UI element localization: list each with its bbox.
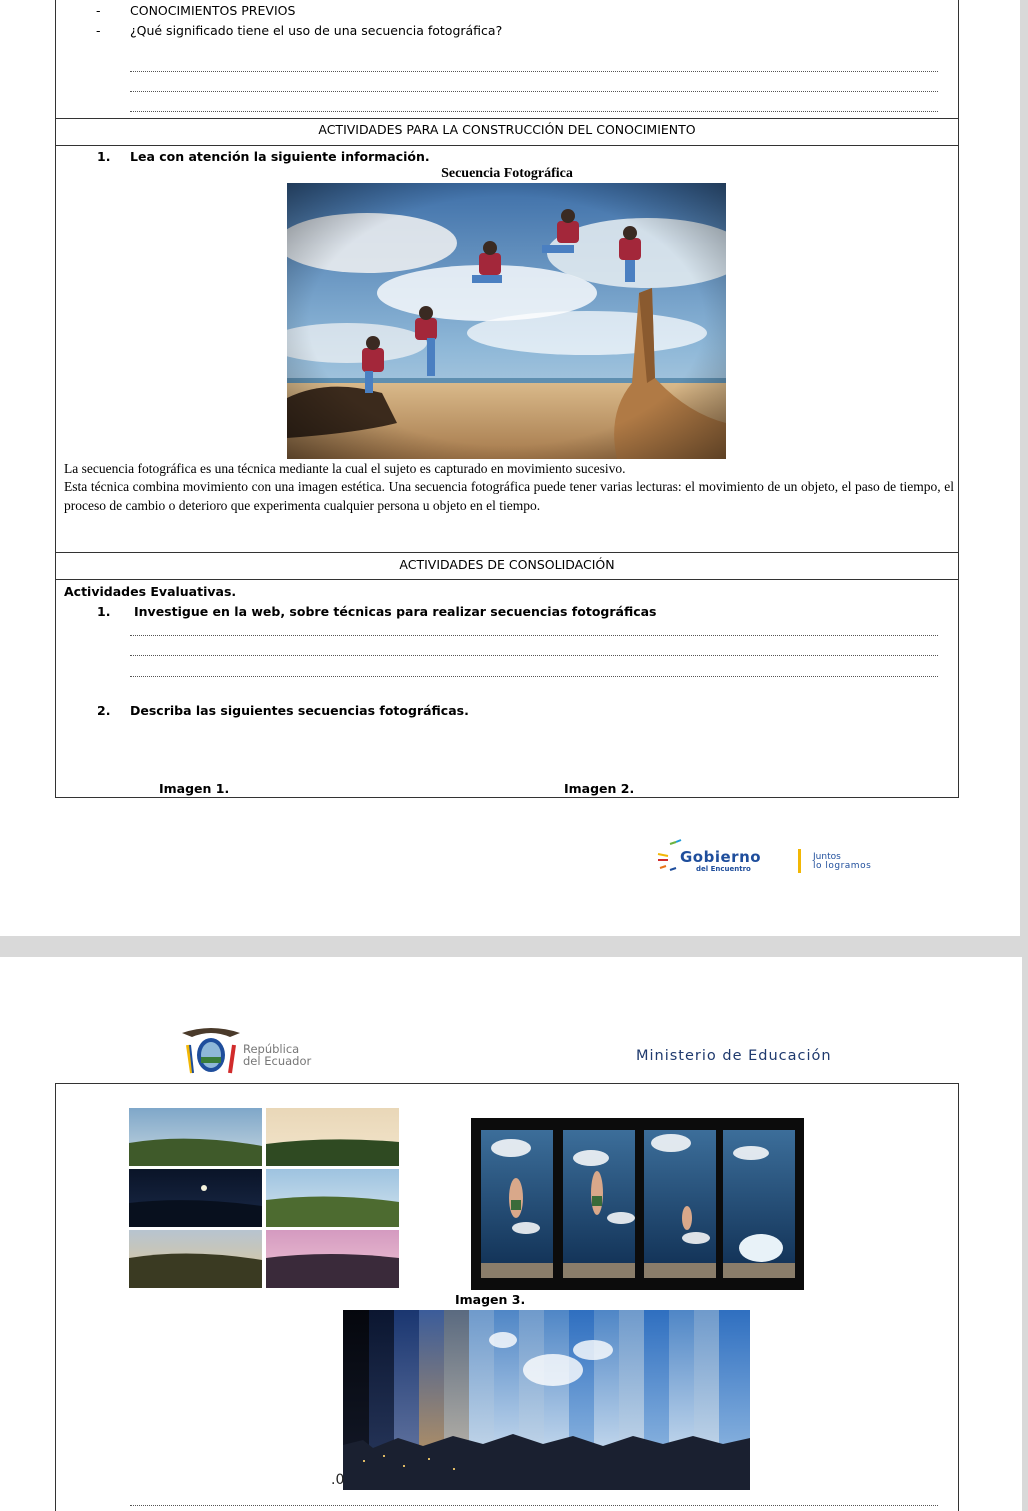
question-number: 2.: [97, 703, 111, 718]
image-3-label: Imagen 3.: [455, 1292, 526, 1307]
bullet-dash: -: [96, 3, 101, 18]
gobierno-sub: del Encuentro: [696, 865, 751, 873]
stray-text: .0: [331, 1472, 345, 1488]
logo-divider: [798, 849, 801, 873]
explanation-paragraph: Esta técnica combina movimiento con una imagen estética. Una secuencia fotográfica puede tener varias lecturas: el movimiento de un objeto, el paso de tiempo, el proceso de cambio o deterioro que experimenta cualquier persona u objeto en el tiempo.: [64, 479, 954, 513]
table-border-left: [55, 1083, 56, 1511]
gobierno-logo: [656, 838, 906, 878]
prev-knowledge-heading: CONOCIMIENTOS PREVIOS: [130, 3, 296, 18]
answer-line[interactable]: [130, 111, 938, 112]
construction-heading: ACTIVIDADES PARA LA CONSTRUCCIÓN DEL CONOCIMIENTO: [318, 122, 696, 137]
gobierno-mark-icon: [656, 838, 682, 876]
landscape-grid-illustration: [129, 1108, 399, 1288]
cliff-jump-illustration: [471, 1118, 804, 1290]
table-rule: [55, 118, 959, 119]
republic-line-2: del Ecuador: [243, 1054, 312, 1068]
table-rule: [55, 579, 959, 580]
answer-line[interactable]: [130, 676, 938, 677]
figure-title: Secuencia Fotográfica: [441, 166, 573, 181]
document-page-2: [0, 957, 1022, 1511]
answer-line[interactable]: [130, 91, 938, 92]
answer-line[interactable]: [130, 1505, 938, 1506]
answer-line[interactable]: [130, 655, 938, 656]
table-border-left: [55, 0, 56, 797]
definition-paragraph: La secuencia fotográfica es una técnica mediante la cual el sujeto es capturado en movimiento sucesivo.: [64, 461, 626, 476]
ministry-name: Ministerio de Educación: [636, 1048, 832, 1064]
table-rule: [55, 552, 959, 553]
table-border-right: [958, 0, 959, 797]
slogan-line-1: Juntos: [813, 852, 841, 862]
jump-sequence-illustration: [287, 183, 726, 459]
answer-line[interactable]: [130, 635, 938, 636]
evaluative-subheading: Actividades Evaluativas.: [64, 584, 237, 599]
cliff-jump-sequence-photo: [471, 1118, 804, 1290]
slogan-line-2: lo logramos: [813, 861, 872, 871]
landscape-sequence-grid: [129, 1108, 399, 1288]
consolidation-heading: ACTIVIDADES DE CONSOLIDACIÓN: [399, 557, 615, 572]
table-border-right: [958, 1083, 959, 1511]
day-night-strip-photo: [343, 1310, 750, 1490]
bullet-dash: -: [96, 23, 101, 38]
item-number: 1.: [97, 149, 111, 164]
table-rule: [55, 145, 959, 146]
question-text: Investigue en la web, sobre técnicas para realizar secuencias fotográficas: [134, 604, 657, 619]
jump-sequence-photo: [287, 183, 726, 459]
prev-knowledge-question: ¿Qué significado tiene el uso de una secuencia fotográfica?: [130, 23, 503, 38]
question-number: 1.: [97, 604, 111, 619]
republic-line-1: República: [243, 1042, 300, 1056]
image-1-label: Imagen 1.: [159, 781, 230, 796]
table-rule: [55, 797, 959, 798]
question-text: Describa las siguientes secuencias fotográficas.: [130, 703, 469, 718]
item-instruction: Lea con atención la siguiente información.: [130, 149, 430, 164]
day-night-strips-illustration: [343, 1310, 750, 1490]
image-2-label: Imagen 2.: [564, 781, 635, 796]
table-rule: [55, 1083, 959, 1084]
gobierno-brand: Gobierno: [680, 848, 762, 866]
answer-line[interactable]: [130, 71, 938, 72]
ecuador-coat-of-arms-icon: [180, 1023, 242, 1079]
